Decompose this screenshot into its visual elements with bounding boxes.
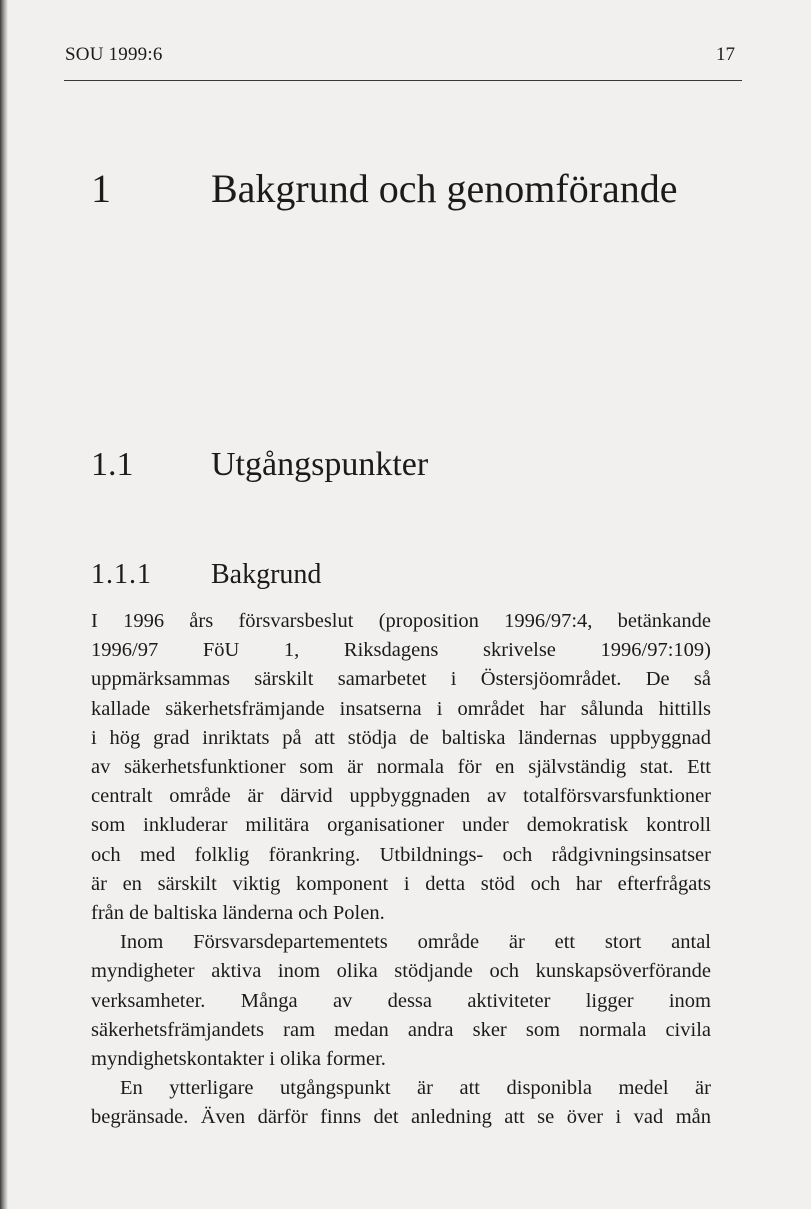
subsection-number: 1.1.1 xyxy=(91,559,152,590)
running-head: SOU 1999:6 xyxy=(65,44,163,65)
subsection-title: Bakgrund xyxy=(211,559,322,590)
body-line: centralt område är därvid uppbyggnaden av totalförsvarsfunktioner xyxy=(91,785,711,808)
body-line: myndighetskontakter i olika former. xyxy=(91,1048,386,1071)
body-line: begränsade. Även därför finns det anledning att se över i vad mån xyxy=(91,1106,711,1129)
page-edge-shadow xyxy=(0,0,8,1209)
body-line: i hög grad inriktats på att stödja de baltiska ländernas uppbyggnad xyxy=(91,726,711,749)
body-line: från de baltiska länderna och Polen. xyxy=(91,902,385,925)
body-line: av säkerhetsfunktioner som är normala för en självständig stat. Ett xyxy=(91,756,711,779)
header-rule xyxy=(64,80,742,81)
chapter-number: 1 xyxy=(91,166,111,211)
body-line: säkerhetsfrämjandets ram medan andra sker som normala civila xyxy=(91,1018,711,1041)
body-line: myndigheter aktiva inom olika stödjande och kunskapsöverförande xyxy=(91,960,711,983)
body-line: kallade säkerhetsfrämjande insatserna i området har sålunda hittills xyxy=(91,697,711,720)
body-line: 1996/97 FöU 1, Riksdagens skrivelse 1996/97:109) xyxy=(91,639,711,662)
body-line: Inom Försvarsdepartementets område är ett stort antal xyxy=(120,931,711,954)
body-line: är en särskilt viktig komponent i detta stöd och har efterfrågats xyxy=(91,872,711,895)
body-line: och med folklig förankring. Utbildnings- och rådgivningsinsatser xyxy=(91,843,711,866)
body-line: verksamheter. Många av dessa aktiviteter ligger inom xyxy=(91,989,711,1012)
page-number: 17 xyxy=(716,44,735,65)
section-number: 1.1 xyxy=(91,446,134,483)
body-line: I 1996 års försvarsbeslut (proposition 1996/97:4, betänkande xyxy=(91,610,711,632)
body-line: En ytterligare utgångspunkt är att disponibla medel är xyxy=(120,1077,711,1100)
body-line: uppmärksammas särskilt samarbetet i Östersjöområdet. De så xyxy=(91,668,711,691)
body-text xyxy=(91,607,711,1133)
chapter-title: Bakgrund och genomförande xyxy=(211,166,678,211)
body-line: som inkluderar militära organisationer under demokratisk kontroll xyxy=(91,814,711,837)
section-title: Utgångspunkter xyxy=(211,446,429,483)
